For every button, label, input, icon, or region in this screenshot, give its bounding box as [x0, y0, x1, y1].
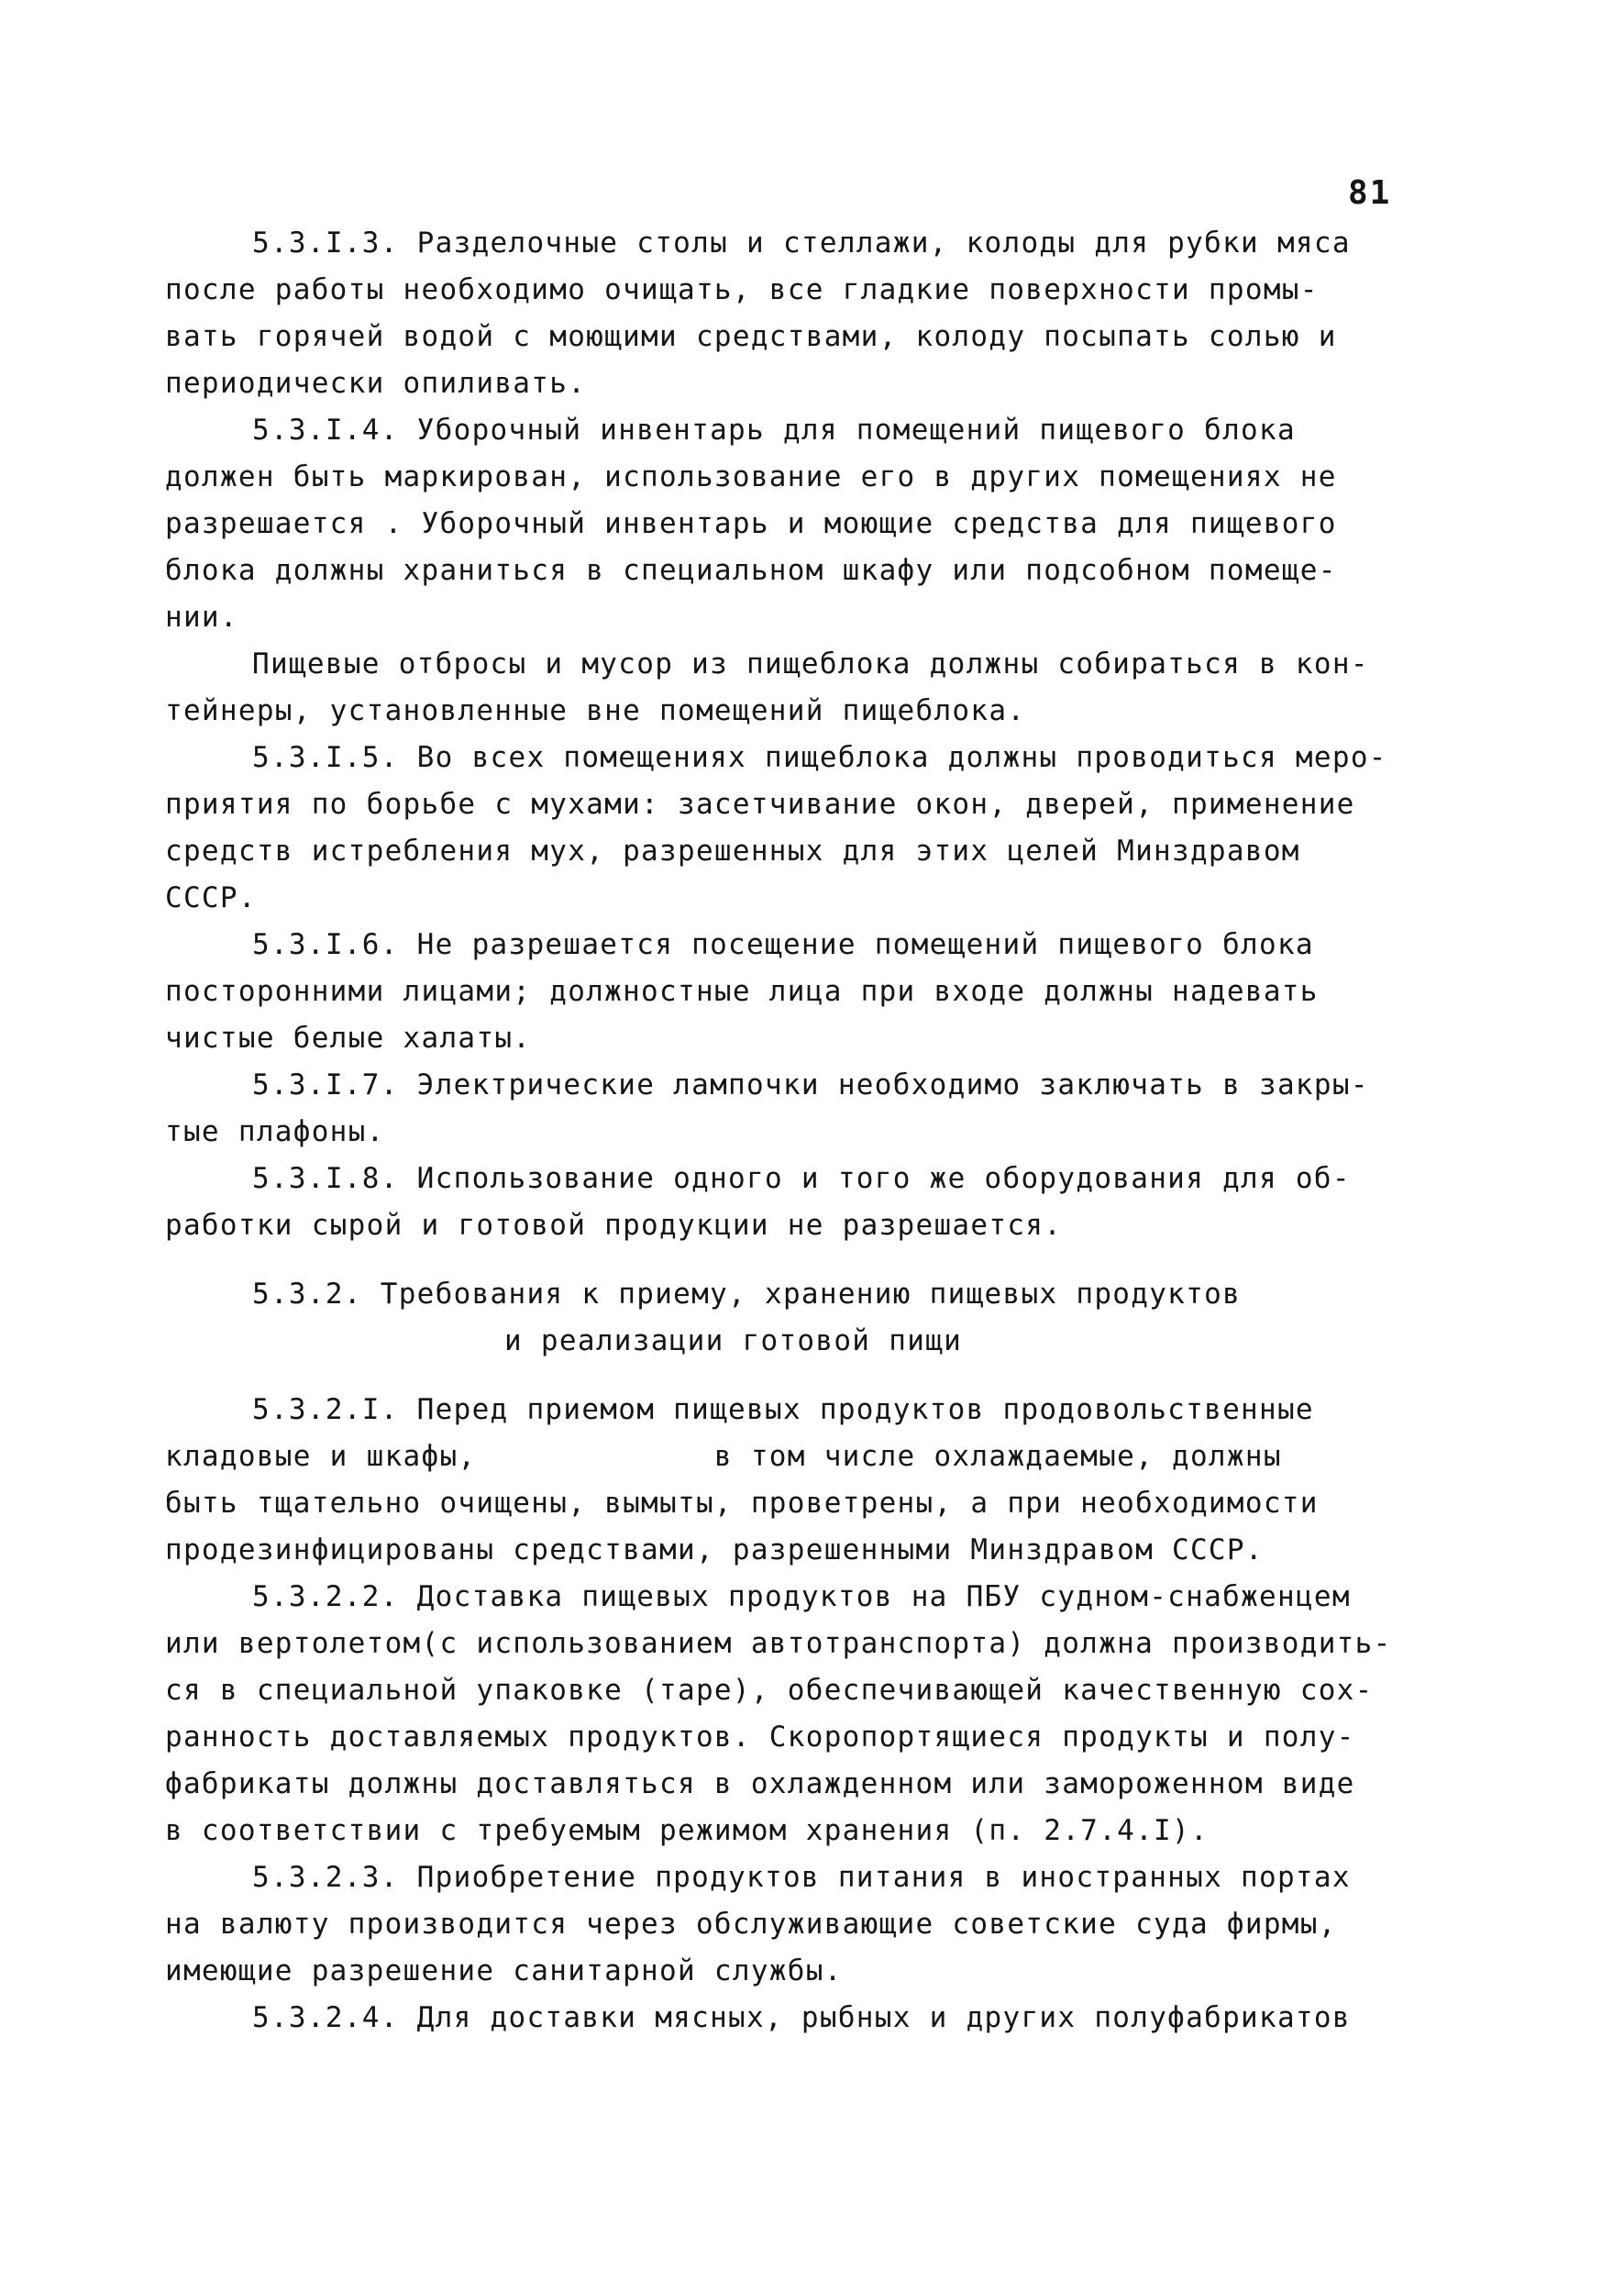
text-line: 5.3.2.4. Для доставки мясных, рыбных и других полуфабрикатов	[252, 2001, 1351, 2034]
paragraph-5-3-1-5	[165, 735, 1476, 922]
section-heading	[165, 1271, 1476, 1365]
text-line: приятия по борьбе с мухами: засетчивание окон, дверей, применение	[165, 788, 1355, 821]
spacer	[165, 1365, 1476, 1387]
text-line: или вертолетом(с использованием автотранспорта) должна производить-	[165, 1627, 1392, 1660]
text-line: быть тщательно очищены, вымыты, проветрены, а при необходимости	[165, 1487, 1319, 1520]
text-line: средств истребления мух, разрешенных для этих целей Минздравом	[165, 835, 1300, 868]
paragraph-5-3-1-8	[165, 1156, 1476, 1249]
text-line: 5.3.I.5. Во всех помещениях пищеблока должны проводиться меро-	[252, 741, 1387, 774]
text-line: тейнеры, установленные вне помещений пищеблока.	[165, 694, 1026, 727]
text-line: 5.3.I.6. Не разрешается посещение помещений пищевого блока	[252, 928, 1314, 961]
text-line: фабрикаты должны доставляться в охлажденном или замороженном виде	[165, 1767, 1355, 1800]
text-line: вать горячей водой с моющими средствами, колоду посыпать солью и	[165, 320, 1337, 353]
text-line: периодически опиливать.	[165, 367, 587, 400]
section-heading-line-2: и реализации готовой пищи	[504, 1324, 963, 1357]
text-line: 5.3.I.4. Уборочный инвентарь для помещений пищевого блока	[252, 414, 1296, 447]
text-line: ся в специальной упаковке (таре), обеспечивающей качественную сох-	[165, 1674, 1374, 1707]
section-heading-line-1: 5.3.2. Требования к приему, хранению пищевых продуктов	[252, 1278, 1242, 1311]
text-line: ранность доставляемых продуктов. Скоропортящиеся продукты и полу-	[165, 1721, 1355, 1754]
text-line: должен быть маркирован, использование его в других помещениях не	[165, 460, 1337, 493]
text-line: продезинфицированы средствами, разрешенными Минздравом СССР.	[165, 1533, 1264, 1566]
spacer	[165, 1249, 1476, 1271]
paragraph-5-3-1-3	[165, 220, 1476, 407]
text-line: кладовые и шкафы, в том числе охлаждаемые, должны	[165, 1440, 1282, 1473]
text-line: 5.3.I.8. Использование одного и того же оборудования для об-	[252, 1162, 1351, 1195]
text-line: на валюту производится через обслуживающие советские суда фирмы,	[165, 1908, 1337, 1941]
paragraph-5-3-2-1	[165, 1387, 1476, 1574]
text-line: блока должны храниться в специальном шкафу или подсобном помеще-	[165, 554, 1337, 587]
paragraph-5-3-2-3	[165, 1854, 1476, 1995]
document-body	[165, 220, 1476, 2042]
paragraph-5-3-1-7	[165, 1062, 1476, 1156]
text-line: 5.3.I.7. Электрические лампочки необходимо заключать в закры-	[252, 1068, 1369, 1101]
text-line: посторонними лицами; должностные лица при входе должны надевать	[165, 975, 1319, 1008]
page-number: 81	[1348, 174, 1392, 212]
text-line: тые плафоны.	[165, 1115, 385, 1148]
text-line: СССР.	[165, 881, 257, 914]
paragraph-5-3-1-4	[165, 407, 1476, 641]
text-line: чистые белые халаты.	[165, 1022, 532, 1055]
text-line: Пищевые отбросы и мусор из пищеблока должны собираться в кон-	[252, 647, 1369, 681]
paragraph-5-3-2-4	[165, 1995, 1476, 2042]
text-line: 5.3.I.3. Разделочные столы и стеллажи, колоды для рубки мяса	[252, 227, 1351, 260]
text-line: 5.3.2.I. Перед приемом пищевых продуктов продовольственные	[252, 1393, 1314, 1426]
text-line: в соответствии с требуемым режимом хранения (п. 2.7.4.I).	[165, 1814, 1209, 1847]
paragraph-5-3-2-2	[165, 1574, 1476, 1854]
text-line: разрешается . Уборочный инвентарь и моющие средства для пищевого	[165, 507, 1337, 540]
text-line: 5.3.2.2. Доставка пищевых продуктов на ПБУ судном-снабженцем	[252, 1580, 1351, 1613]
text-line: работки сырой и готовой продукции не разрешается.	[165, 1209, 1063, 1242]
paragraph-5-3-1-6	[165, 922, 1476, 1062]
text-line: 5.3.2.3. Приобретение продуктов питания в иностранных портах	[252, 1861, 1351, 1894]
text-line: имеющие разрешение санитарной службы.	[165, 1954, 843, 1987]
paragraph-food-waste	[165, 641, 1476, 735]
text-line: после работы необходимо очищать, все гладкие поверхности промы-	[165, 273, 1319, 306]
text-line: нии.	[165, 601, 238, 634]
